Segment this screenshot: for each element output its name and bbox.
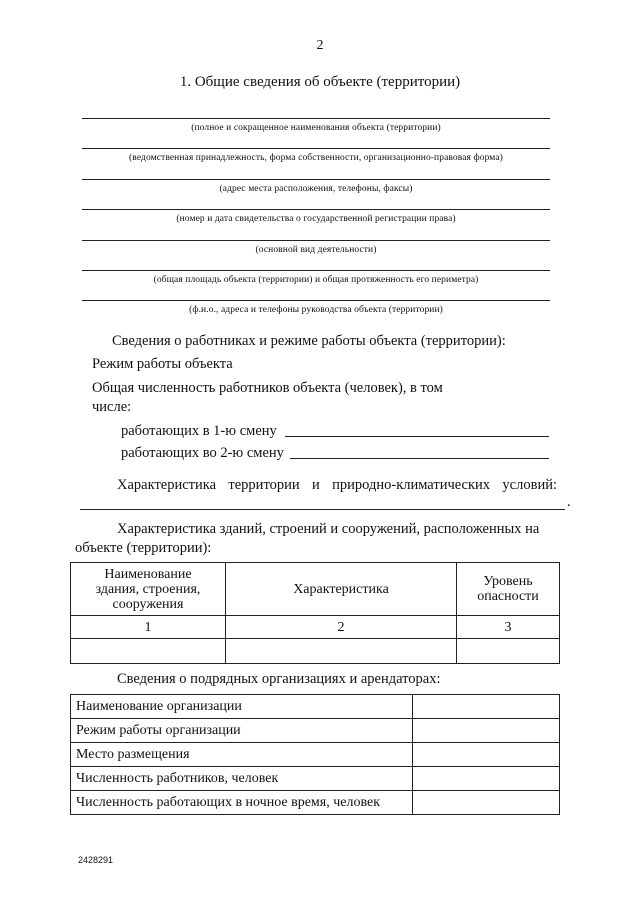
table-cell[interactable] <box>457 639 560 664</box>
table-row <box>71 616 560 639</box>
row-label: Численность работающих в ночное время, человек <box>71 791 413 815</box>
field-caption: (основной вид деятельности) <box>255 245 377 255</box>
field-area[interactable] <box>82 270 550 285</box>
field-registration[interactable] <box>82 209 550 224</box>
field-caption: (адрес места расположения, телефоны, факсы) <box>219 184 413 194</box>
contractors-table <box>70 694 560 815</box>
shift1-label: работающих в 1-ю смену <box>121 423 277 439</box>
total-workers-label: Общая численность работников объекта (человек), в том <box>92 380 443 396</box>
territory-field[interactable] <box>80 509 565 510</box>
value-cell[interactable] <box>413 695 560 719</box>
document-code: 2428291 <box>78 855 114 865</box>
row-label: Место размещения <box>71 743 413 767</box>
field-activity[interactable] <box>82 240 550 255</box>
header-text: Уровень опасности <box>477 574 539 604</box>
territory-word: территории <box>228 477 300 493</box>
buildings-table <box>70 562 560 664</box>
table-row <box>71 695 560 719</box>
column-number: 1 <box>71 616 226 639</box>
column-number: 2 <box>226 616 457 639</box>
workers-heading: Сведения о работниках и режиме работы объекта (территории): <box>112 333 506 349</box>
value-cell[interactable] <box>413 719 560 743</box>
field-rule <box>82 270 550 271</box>
value-cell[interactable] <box>413 791 560 815</box>
territory-word: природно-климатических <box>332 477 491 493</box>
territory-heading <box>117 477 557 494</box>
field-caption: (общая площадь объекта (территории) и общая протяженность его периметра) <box>153 275 479 285</box>
table-header-row <box>71 563 560 616</box>
field-rule <box>82 240 550 241</box>
buildings-intro-cont: объекте (территории): <box>75 540 212 556</box>
field-rule <box>82 118 550 119</box>
shift1-field[interactable] <box>285 436 549 437</box>
field-rule <box>82 209 550 210</box>
field-caption: (ф.и.о., адреса и телефоны руководства объекта (территории) <box>189 305 443 315</box>
field-caption: (ведомственная принадлежность, форма собственности, организационно-правовая форма) <box>129 153 503 163</box>
buildings-intro: Характеристика зданий, строений и сооружений, расположенных на <box>117 521 540 537</box>
field-rule <box>82 300 550 301</box>
territory-word: и <box>311 477 320 493</box>
section-title: 1. Общие сведения об объекте (территории) <box>179 74 461 90</box>
table-row <box>71 767 560 791</box>
contractors-heading: Сведения о подрядных организациях и арендаторах: <box>117 671 441 687</box>
field-object-name[interactable] <box>82 118 550 133</box>
table-row <box>71 719 560 743</box>
row-label: Численность работников, человек <box>71 767 413 791</box>
field-rule <box>82 148 550 149</box>
territory-word: условий: <box>502 477 557 493</box>
header-building-name <box>71 563 226 616</box>
field-caption: (полное и сокращенное наименования объекта (территории) <box>191 123 441 133</box>
shift2-label: работающих во 2-ю смену <box>121 445 284 461</box>
header-characteristic: Характеристика <box>226 563 457 616</box>
table-row <box>71 639 560 664</box>
row-label: Режим работы организации <box>71 719 413 743</box>
table-cell[interactable] <box>226 639 457 664</box>
value-cell[interactable] <box>413 767 560 791</box>
column-number: 3 <box>457 616 560 639</box>
value-cell[interactable] <box>413 743 560 767</box>
shift2-field[interactable] <box>290 458 549 459</box>
field-management[interactable] <box>82 300 550 315</box>
header-hazard-level <box>457 563 560 616</box>
total-workers-label-cont: числе: <box>92 399 132 415</box>
work-mode-label: Режим работы объекта <box>92 356 233 372</box>
table-row <box>71 743 560 767</box>
field-caption: (номер и дата свидетельства о государственной регистрации права) <box>176 214 456 224</box>
row-label: Наименование организации <box>71 695 413 719</box>
territory-word: Характеристика <box>117 477 217 493</box>
page-number: 2 <box>316 38 324 53</box>
territory-end-mark: . <box>567 494 571 510</box>
table-row <box>71 791 560 815</box>
header-text: Наименование здания, строения, сооружения <box>95 566 201 612</box>
field-address[interactable] <box>82 179 550 194</box>
table-cell[interactable] <box>71 639 226 664</box>
field-rule <box>82 179 550 180</box>
field-affiliation[interactable] <box>82 148 550 163</box>
